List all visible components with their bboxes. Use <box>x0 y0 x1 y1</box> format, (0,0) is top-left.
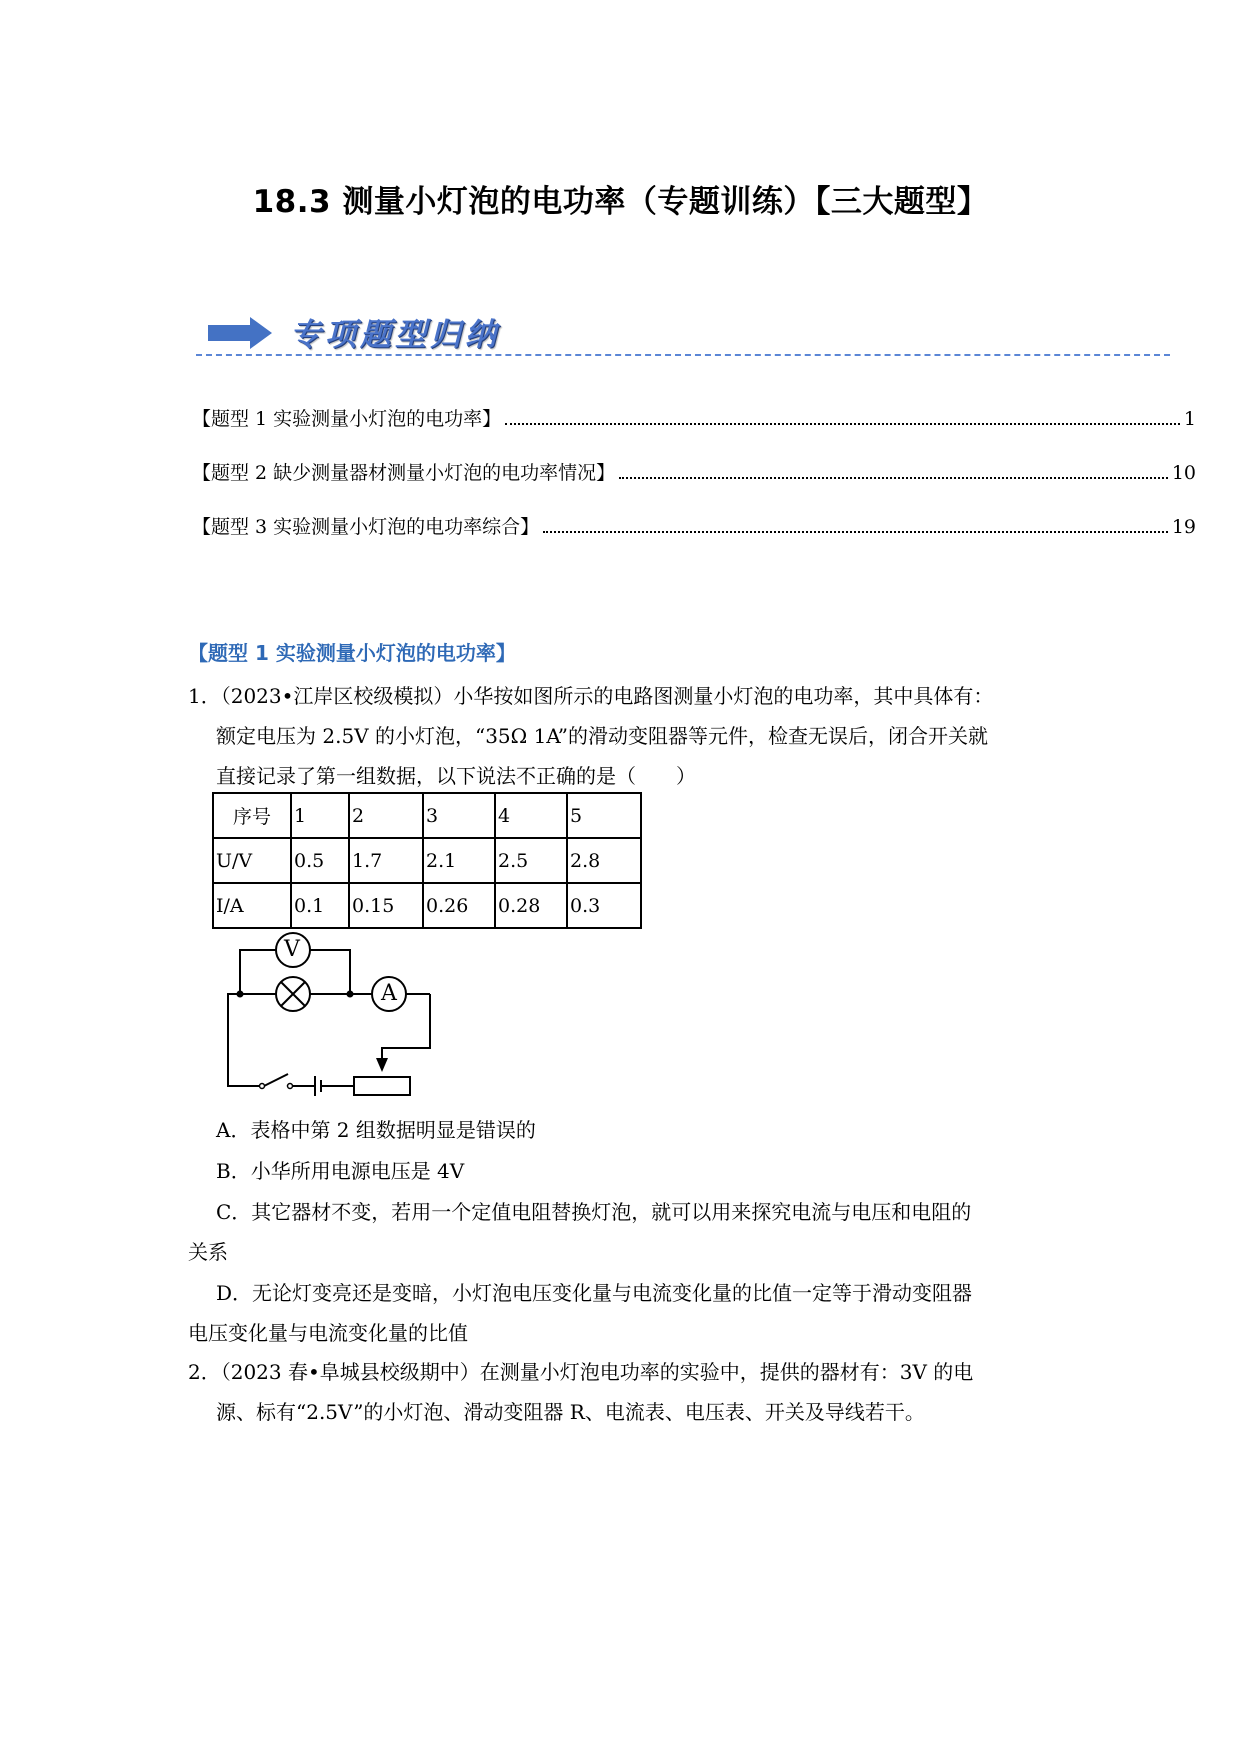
table-cell: 0.3 <box>567 883 641 928</box>
table-cell: 2.1 <box>423 838 495 883</box>
table-cell: I/A <box>213 883 291 928</box>
option-c-line-1[interactable]: C．其它器材不变，若用一个定值电阻替换灯泡，就可以用来探究电流与电压和电阻的 <box>216 1200 972 1224</box>
question-1-line-1: 1．（2023•江岸区校级模拟）小华按如图所示的电路图测量小灯泡的电功率，其中具体有： <box>188 684 994 708</box>
banner-arrow-icon <box>208 316 274 350</box>
toc-leader <box>505 422 1180 425</box>
toc-entry-1[interactable] <box>192 404 1196 431</box>
table-cell: 0.15 <box>349 883 423 928</box>
data-table <box>212 792 642 929</box>
toc-entry-3[interactable] <box>192 512 1196 539</box>
toc-leader <box>543 530 1168 533</box>
toc-label: 【题型 3 实验测量小灯泡的电功率综合】 <box>192 516 540 538</box>
toc-label: 【题型 1 实验测量小灯泡的电功率】 <box>192 408 502 430</box>
table-cell: 序号 <box>213 793 291 838</box>
circuit-diagram <box>210 920 440 1100</box>
table-cell: U/V <box>213 838 291 883</box>
question-1-line-3: 直接记录了第一组数据，以下说法不正确的是（ ） <box>216 764 696 788</box>
table-cell: 2.5 <box>495 838 567 883</box>
option-b[interactable]: B．小华所用电源电压是 4V <box>216 1159 465 1183</box>
table-cell: 2.8 <box>567 838 641 883</box>
toc-page: 1 <box>1183 408 1196 430</box>
option-a[interactable]: A．表格中第 2 组数据明显是错误的 <box>216 1118 536 1142</box>
banner-divider <box>196 354 1170 356</box>
page-title: 18.3 测量小灯泡的电功率（专题训练）【三大题型】 <box>252 184 989 220</box>
option-d-line-1[interactable]: D．无论灯变亮还是变暗，小灯泡电压变化量与电流变化量的比值一定等于滑动变阻器 <box>216 1281 973 1305</box>
table-cell: 5 <box>567 793 641 838</box>
table-cell: 2 <box>349 793 423 838</box>
table-cell: 3 <box>423 793 495 838</box>
toc-leader <box>619 476 1168 479</box>
question-2-line-1: 2．（2023 春•阜城县校级期中）在测量小灯泡电功率的实验中，提供的器材有：3V 的电 <box>188 1360 974 1384</box>
option-c-line-2[interactable]: 关系 <box>188 1240 228 1264</box>
table-cell: 0.26 <box>423 883 495 928</box>
banner-title: 专项题型归纳 <box>290 317 500 353</box>
section-heading: 【题型 1 实验测量小灯泡的电功率】 <box>188 641 516 665</box>
table-cell: 1.7 <box>349 838 423 883</box>
table-cell: 0.1 <box>291 883 349 928</box>
ammeter-label: A <box>381 981 397 1006</box>
toc-label: 【题型 2 缺少测量器材测量小灯泡的电功率情况】 <box>192 462 616 484</box>
table-cell: 0.28 <box>495 883 567 928</box>
voltmeter-label: V <box>284 937 300 962</box>
toc-page: 19 <box>1171 516 1196 538</box>
table-cell: 1 <box>291 793 349 838</box>
toc-page: 10 <box>1171 462 1196 484</box>
table-cell: 4 <box>495 793 567 838</box>
table-row <box>213 838 641 883</box>
option-d-line-2[interactable]: 电压变化量与电流变化量的比值 <box>188 1321 468 1345</box>
table-row <box>213 793 641 838</box>
toc-entry-2[interactable] <box>192 458 1196 485</box>
question-1-line-2: 额定电压为 2.5V 的小灯泡，“35Ω 1A”的滑动变阻器等元件，检查无误后，闭合开关就 <box>216 724 989 748</box>
question-2-line-2: 源、标有“2.5V”的小灯泡、滑动变阻器 R、电流表、电压表、开关及导线若干。 <box>216 1400 925 1424</box>
table-cell: 0.5 <box>291 838 349 883</box>
